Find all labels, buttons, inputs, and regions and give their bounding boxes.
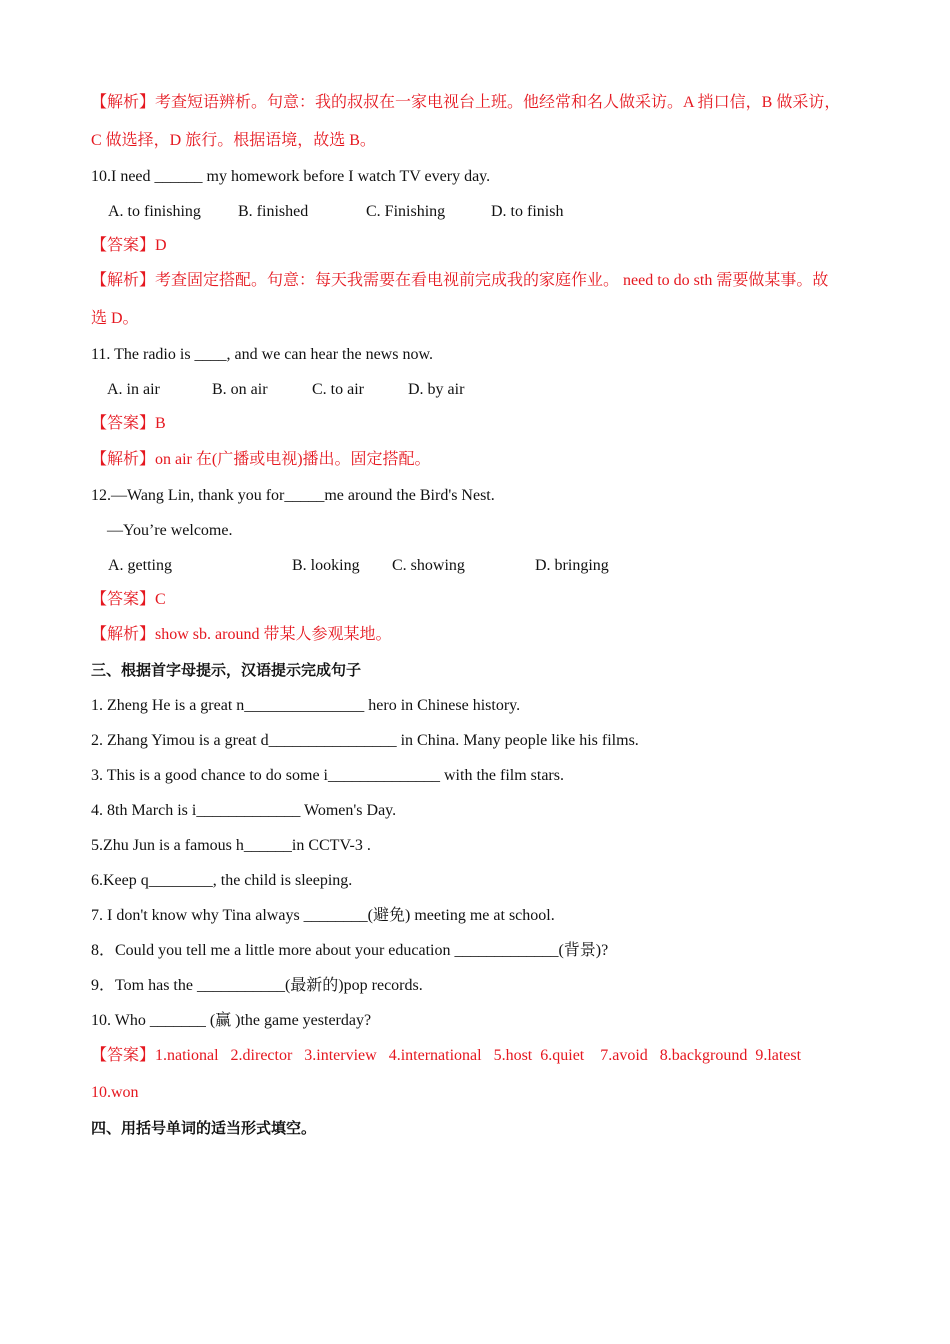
q12-reply: —You’re welcome. <box>107 522 233 539</box>
q10-answer: 【答案】D <box>91 237 167 254</box>
section3-item: 10. Who _______ (赢 )the game yesterday? <box>91 1012 372 1029</box>
q12-option-d: D. bringing <box>535 557 609 574</box>
q12-stem: 12.—Wang Lin, thank you for_____me around the Bird's Nest. <box>91 487 495 504</box>
q12-option-b: B. looking <box>292 557 360 574</box>
q11-answer: 【答案】B <box>91 415 166 432</box>
section3-item: 5.Zhu Jun is a famous h______in CCTV-3 . <box>91 837 371 854</box>
section3-item: 7. I don't know why Tina always ________(避免) meeting me at school. <box>91 907 555 924</box>
section3-item: 4. 8th March is i_____________ Women's Day. <box>91 802 397 819</box>
q12-answer: 【答案】C <box>91 591 166 608</box>
section3-answer: 【答案】1.national 2.director 3.interview 4.international 5.host 6.quiet 7.avoid 8.background 9.latest <box>91 1047 802 1064</box>
q10-analysis-cont: 选 D。 <box>91 310 139 327</box>
section3-item: 9．Tom has the ___________(最新的)pop records. <box>91 977 423 994</box>
section3-item: 1. Zheng He is a great n_______________ hero in Chinese history. <box>91 697 521 714</box>
q10-option-a: A. to finishing <box>108 203 201 220</box>
q10-stem: 10.I need ______ my homework before I watch TV every day. <box>91 168 491 185</box>
section3-item: 6.Keep q________, the child is sleeping. <box>91 872 353 889</box>
q12-option-a: A. getting <box>108 557 172 574</box>
section3-item: 2. Zhang Yimou is a great d________________ in China. Many people like his films. <box>91 732 639 749</box>
q11-option-c: C. to air <box>312 381 364 398</box>
section3-title: 三、根据首字母提示，汉语提示完成句子 <box>91 661 362 679</box>
section3-item: 3. This is a good chance to do some i______________ with the film stars. <box>91 767 564 784</box>
q9-analysis: 【解析】考查短语辨析。句意：我的叔叔在一家电视台上班。他经常和名人做采访。A 捎口信，B 做采访， <box>91 94 841 111</box>
q11-option-a: A. in air <box>107 381 160 398</box>
q10-option-d: D. to finish <box>491 203 564 220</box>
q10-option-c: C. Finishing <box>366 203 446 220</box>
q10-option-b: B. finished <box>238 203 309 220</box>
section4-title: 四、用括号单词的适当形式填空。 <box>91 1119 317 1137</box>
q12-analysis: 【解析】show sb. around 带某人参观某地。 <box>91 626 392 643</box>
section3-answer-cont: 10.won <box>91 1084 139 1101</box>
q10-analysis: 【解析】考查固定搭配。句意：每天我需要在看电视前完成我的家庭作业。 need to do sth 需要做某事。故 <box>91 272 829 289</box>
q12-option-c: C. showing <box>392 557 465 574</box>
q11-option-b: B. on air <box>212 381 268 398</box>
q11-option-d: D. by air <box>408 381 465 398</box>
q9-analysis-cont: C 做选择，D 旅行。根据语境，故选 B。 <box>91 132 376 149</box>
q11-stem: 11. The radio is ____, and we can hear the news now. <box>91 346 433 363</box>
q11-analysis: 【解析】on air 在(广播或电视)播出。固定搭配。 <box>91 451 431 468</box>
section3-item: 8．Could you tell me a little more about your education _____________(背景)? <box>91 942 609 959</box>
